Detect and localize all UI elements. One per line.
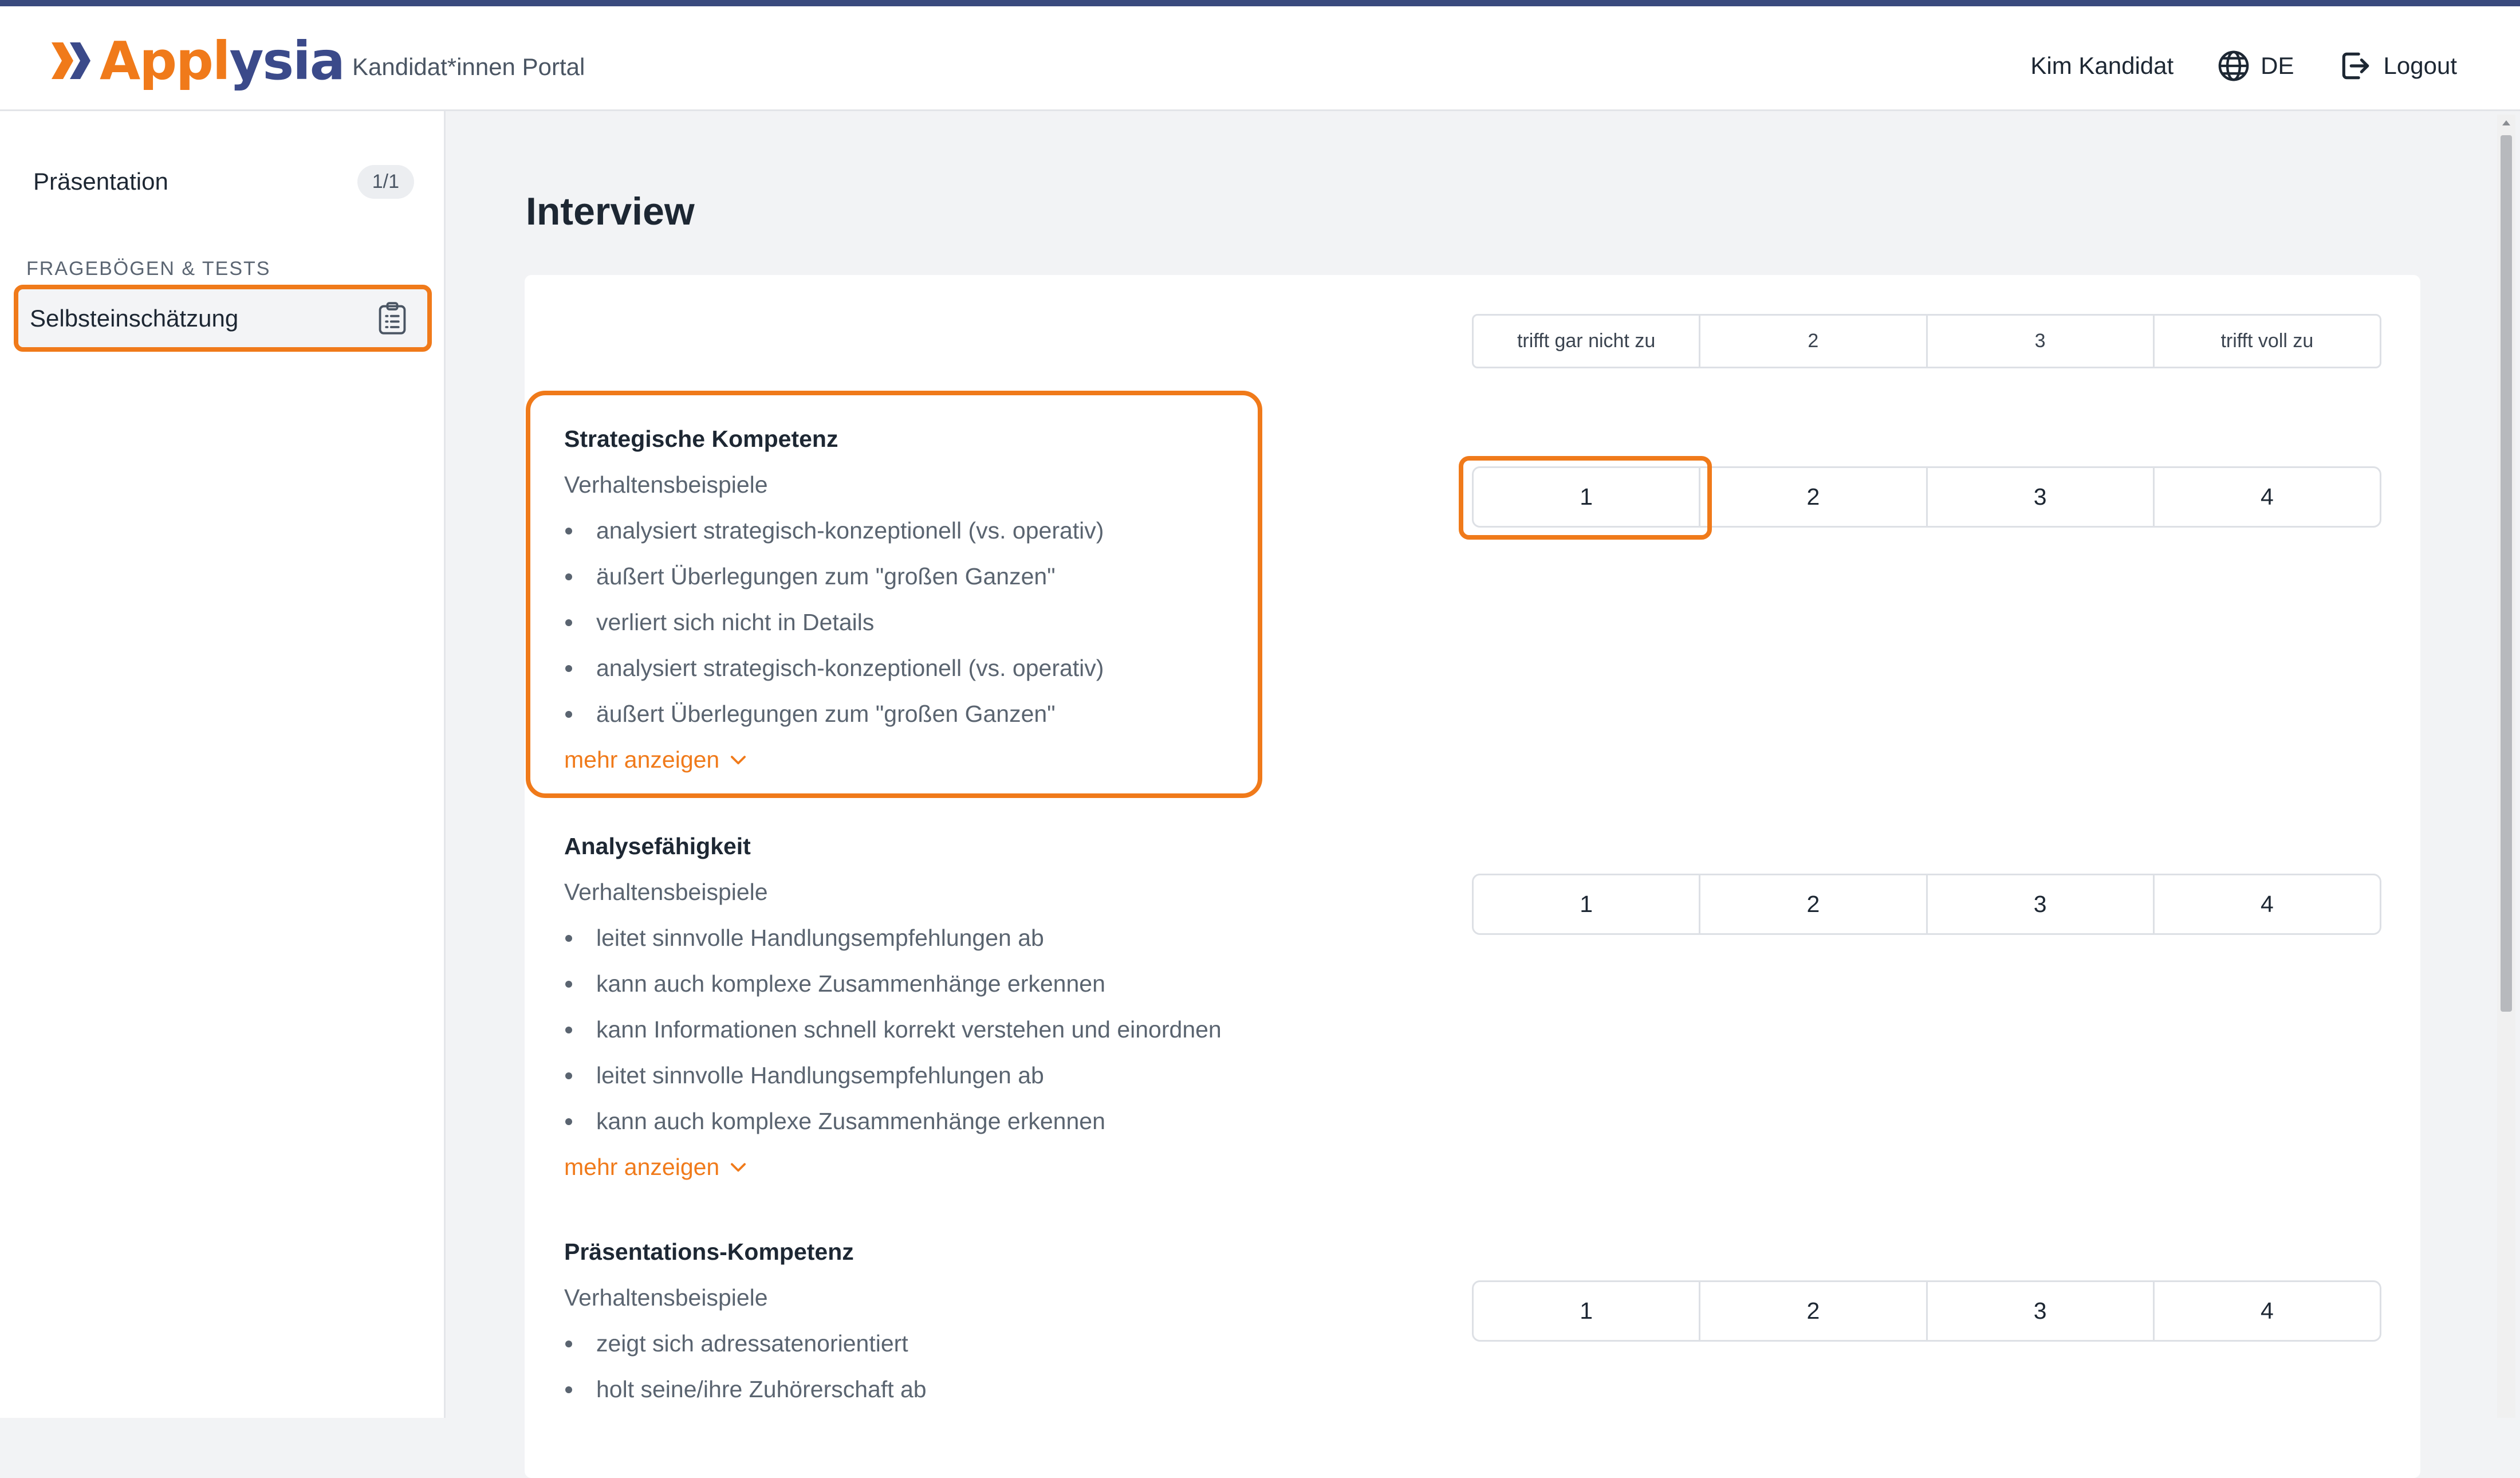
count-badge: 1/1 — [357, 165, 414, 199]
rating-highlight — [1459, 456, 1712, 540]
chevron-down-icon — [727, 1156, 749, 1178]
scale-label: trifft voll zu — [2220, 330, 2314, 352]
list-item: äußert Überlegungen zum "großen Ganzen" — [564, 553, 1280, 599]
rating-option-1[interactable]: 1 — [1474, 1282, 1700, 1340]
list-item: kann auch komplexe Zusammenhänge erkennen — [564, 961, 1280, 1007]
rating-option-3[interactable]: 3 — [1928, 875, 2155, 933]
rating-scale-praesentations-kompetenz — [1472, 1280, 2381, 1342]
language-selector[interactable] — [2217, 49, 2294, 82]
sidebar-section-title: FRAGEBÖGEN & TESTS — [26, 258, 271, 280]
list-item: äußert Überlegungen zum "großen Ganzen" — [564, 691, 1280, 737]
show-more-label: mehr anzeigen — [564, 746, 720, 773]
rating-scale-analysefaehigkeit — [1472, 874, 2381, 935]
list-item: kann Informationen schnell korrekt verstehen und einordnen — [564, 1007, 1280, 1052]
rating-option-3[interactable]: 3 — [1928, 1282, 2155, 1340]
rating-option-4[interactable]: 4 — [2260, 1298, 2274, 1324]
list-item: zeigt sich adressatenorientiert — [564, 1320, 1280, 1366]
scale-label: 3 — [1928, 316, 2155, 367]
rating-option-1[interactable]: 1 — [1474, 468, 1700, 526]
page-title: Interview — [526, 190, 695, 233]
portal-label: Kandidat*innen Portal — [352, 53, 585, 80]
header-actions — [2030, 43, 2457, 89]
scale-label: trifft gar nicht zu — [1474, 316, 1700, 367]
logo-wordmark: Applysia — [100, 30, 344, 92]
rating-option-2[interactable]: 2 — [1700, 468, 1927, 526]
criterion-title: Präsentations-Kompetenz — [564, 1239, 854, 1265]
top-accent-bar — [0, 0, 2520, 6]
list-item: leitet sinnvolle Handlungsempfehlungen ab — [564, 915, 1280, 961]
logout-button[interactable] — [2338, 48, 2457, 84]
list-item: verliert sich nicht in Details — [564, 599, 1280, 645]
rating-option-4[interactable]: 4 — [2260, 484, 2274, 510]
app-header — [0, 6, 2520, 111]
rating-option-3[interactable]: 3 — [1928, 468, 2155, 526]
criterion-strategische-kompetenz — [564, 416, 1280, 783]
rating-scale-legend — [1472, 314, 2381, 368]
page-scrollbar[interactable] — [2497, 115, 2515, 1418]
list-item: kann auch komplexe Zusammenhänge erkennen — [564, 1098, 1280, 1144]
scale-label: 2 — [1700, 316, 1927, 367]
user-name[interactable]: Kim Kandidat — [2030, 52, 2174, 79]
criterion-subtitle: Verhaltensbeispiele — [564, 879, 768, 905]
applysia-logo[interactable] — [50, 29, 344, 92]
criterion-title: Analysefähigkeit — [564, 833, 751, 859]
list-item: analysiert strategisch-konzeptionell (vs. operativ) — [564, 645, 1280, 691]
criterion-title: Strategische Kompetenz — [564, 426, 838, 452]
sidebar-item-label: Präsentation — [33, 168, 168, 195]
behavior-examples-list — [564, 915, 1280, 1144]
scrollbar-thumb[interactable] — [2501, 135, 2512, 1012]
rating-option-2[interactable]: 2 — [1700, 1282, 1927, 1340]
show-more-label: mehr anzeigen — [564, 1154, 720, 1180]
logout-label: Logout — [2383, 52, 2457, 79]
sidebar-item-selbsteinschaetzung[interactable] — [14, 285, 432, 352]
behavior-examples-list — [564, 1320, 1280, 1412]
rating-option-1[interactable]: 1 — [1474, 875, 1700, 933]
criterion-analysefaehigkeit — [564, 823, 1280, 1190]
sidebar-item-label: Selbsteinschätzung — [30, 304, 239, 332]
criterion-subtitle: Verhaltensbeispiele — [564, 471, 768, 498]
logout-icon — [2338, 48, 2373, 84]
show-more-link[interactable] — [564, 1144, 1280, 1190]
sidebar — [0, 111, 446, 1418]
rating-option-4[interactable]: 4 — [2260, 891, 2274, 917]
globe-icon — [2217, 49, 2250, 82]
sidebar-item-praesentation[interactable] — [33, 162, 414, 202]
behavior-examples-list — [564, 508, 1280, 737]
scroll-up-arrow[interactable] — [2502, 120, 2510, 125]
list-item: holt seine/ihre Zuhörerschaft ab — [564, 1366, 1280, 1412]
rating-option-2[interactable]: 2 — [1700, 875, 1927, 933]
logo-chevrons-icon — [50, 38, 96, 84]
show-more-link[interactable] — [564, 737, 1280, 783]
chevron-down-icon — [727, 749, 749, 771]
criterion-praesentations-kompetenz — [564, 1229, 1280, 1412]
list-item: leitet sinnvolle Handlungsempfehlungen ab — [564, 1052, 1280, 1098]
clipboard-icon — [377, 301, 408, 336]
criterion-subtitle: Verhaltensbeispiele — [564, 1284, 768, 1311]
language-label: DE — [2261, 52, 2294, 79]
list-item: analysiert strategisch-konzeptionell (vs. operativ) — [564, 508, 1280, 553]
